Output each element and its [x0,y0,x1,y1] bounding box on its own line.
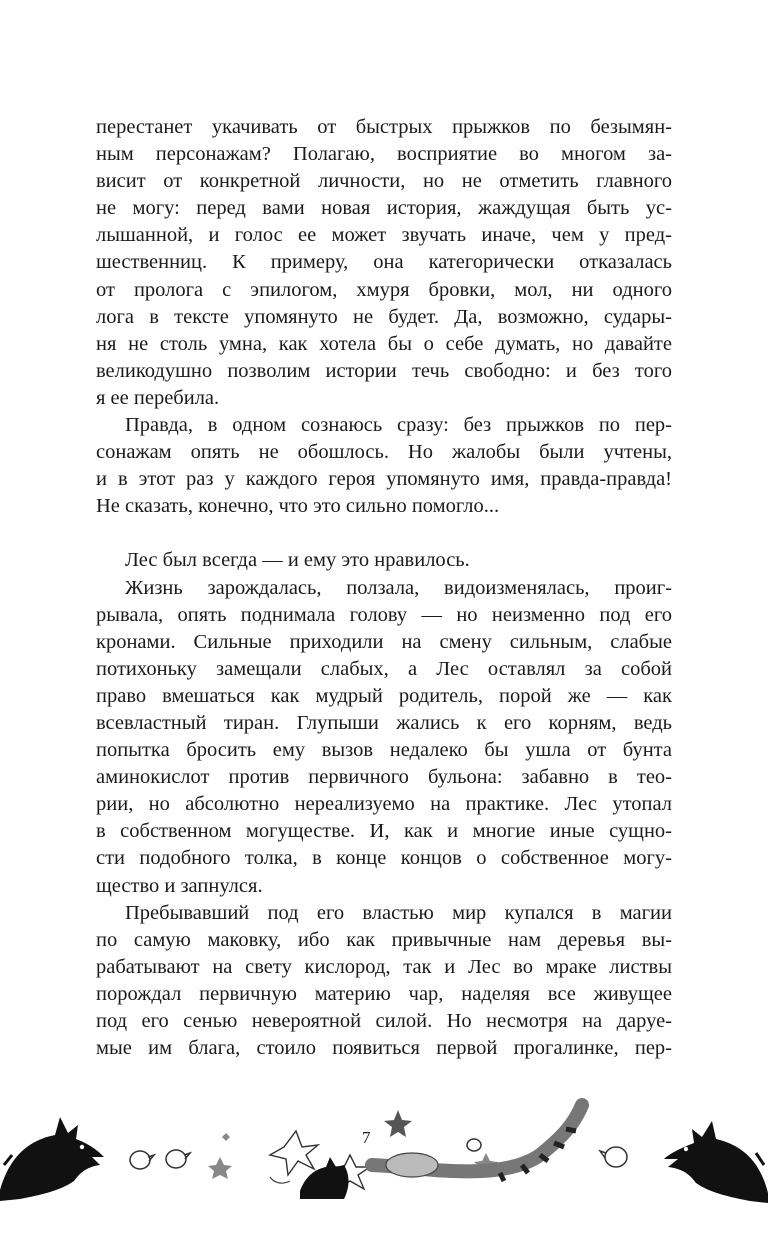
text-line: перестанет укачивать от быстрых прыжков по безымян- [96,116,672,138]
text-line: великодушно позволим истории течь свободно: и без того [96,359,672,382]
text-line: попытка бросить ему вызов недалеко бы ушла от бунта [96,739,672,762]
text-line: мые им блага, стоило появиться первой прогалинке, пер- [96,1037,672,1060]
text-line: щество и запнулся. [96,874,263,897]
page-text [96,114,672,1062]
text-line: право вмешаться как мудрый родитель, порой же — как [96,684,672,707]
text-line: Пребывавший под его властью мир купался в магии [125,901,672,924]
right-creature-icon [664,1121,768,1203]
text-line: от пролога с эпилогом, хмуря бровки, мол, ни одного [96,278,672,301]
text-line: аминокислот против первичного бульона: забавно в тео- [96,766,672,789]
text-line: Не сказать, конечно, что это сильно помогло... [96,495,500,518]
text-line: я ее перебила. [96,386,220,409]
text-line: всевластный тиран. Глупыши жались к его корням, ведь [96,711,672,734]
paragraph [96,412,672,520]
text-line: Лес был всегда — и ему это нравилось. [125,549,470,572]
text-line: не могу: перед вами новая история, жаждущая быть ус- [96,197,672,220]
text-line: под его сенью невероятной силой. Но несмотря на даруе- [96,1010,672,1032]
paragraph [96,900,672,1063]
paragraph [96,114,672,412]
text-line: порождал первичную материю чар, наделяя все живущее [96,982,672,1005]
text-line: висит от конкретной личности, но не отметить главного [96,170,672,193]
page-number: 7 [362,1128,371,1147]
text-line: лога в тексте упомянуто не будет. Да, возможно, судары- [96,305,672,328]
text-line: ня не столь умна, как хотела бы о себе думать, но давайте [96,332,672,355]
section-break [96,520,672,547]
text-line: ным персонажам? Полагаю, восприятие во многом за- [96,143,672,166]
text-line: сонажам опять не обошлось. Но жалобы были учтены, [96,441,672,464]
text-line: рывала, опять поднимала голову — но неизменно под его [96,603,672,626]
left-creature-icon [0,1117,104,1201]
paragraph [96,575,672,900]
paragraph [96,547,672,574]
footer-illustration [0,1095,768,1205]
text-line: потихоньку замещали слабых, а Лес оставлял за собой [96,657,672,680]
text-line: Правда, в одном сознаюсь сразу: без прыжков по пер- [125,414,672,437]
text-line: шественниц. К примеру, она категорически отказалась [96,251,672,274]
text-line: и в этот раз у каждого героя упомянуто имя, правда-правда! [96,468,672,491]
striped-tail-icon [372,1105,582,1181]
text-line: рабатывают на свету кислород, так и Лес во мраке листвы [96,955,672,978]
text-line: рии, но абсолютно нереализуемо на практике. Лес утопал [96,793,672,816]
chick-icon [130,1150,190,1169]
text-line: Жизнь зарождалась, ползала, видоизменялась, проиг- [125,576,672,599]
text-line: лышанной, и голос ее может звучать иначе, чем у пред- [96,224,672,247]
text-line: кронами. Сильные приходили на смену сильным, слабые [96,630,672,653]
text-line: в собственном могуществе. И, как и многие иные сущно- [96,820,672,843]
text-line: по самую маковку, ибо как привычные нам деревья вы- [96,928,672,951]
text-line: сти подобного толка, в конце концов о собственное могу- [96,847,672,870]
